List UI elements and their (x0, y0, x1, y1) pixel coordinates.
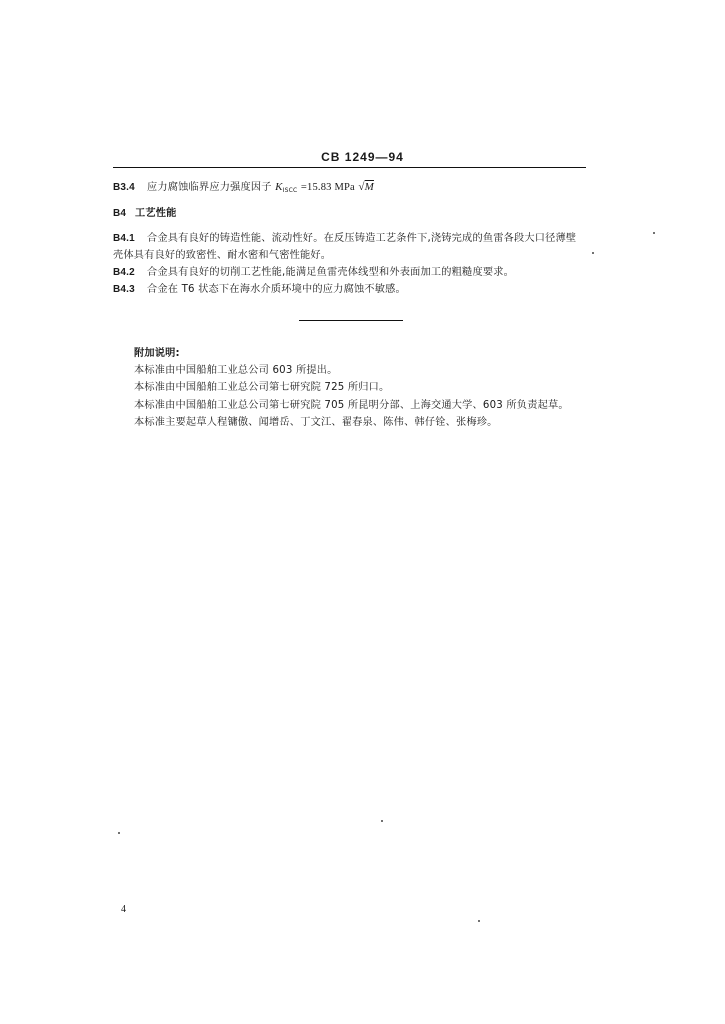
section-b4-heading (113, 207, 177, 221)
scan-speck (478, 920, 480, 922)
standard-code-header: CB 1249—94 (321, 150, 404, 164)
sqrt-sign: √ (358, 181, 365, 193)
formula-unit: M (364, 181, 374, 193)
end-of-text-rule (299, 320, 403, 321)
note-item: 本标准主要起草人程镛傲、闻增岳、丁文江、翟春泉、陈伟、韩仔铨、张梅珍。 (134, 417, 498, 428)
note-item: 本标准由中国船舶工业总公司第七研究院 705 所昆明分部、上海交通大学、603 所负责起草。 (134, 400, 569, 411)
section-number: B4 (113, 208, 127, 219)
clause-b3-4 (113, 180, 374, 198)
scan-speck (381, 820, 383, 822)
note-item: 本标准由中国船舶工业总公司第七研究院 725 所归口。 (134, 382, 390, 393)
clause-number: B3.4 (113, 182, 135, 193)
clause-number: B4.1 (113, 233, 135, 244)
header-divider (113, 167, 586, 168)
clause-text: 应力腐蚀临界应力强度因子 (147, 182, 272, 193)
scan-speck (592, 252, 594, 254)
formula-symbol: K (275, 181, 283, 193)
clause-b4-2 (113, 266, 514, 280)
clause-b4-3 (113, 283, 406, 297)
clause-b4-1 (113, 232, 576, 246)
clause-number: B4.2 (113, 267, 135, 278)
clause-b4-1-continuation: 壳体具有良好的致密性、耐水密和气密性能好。 (113, 250, 332, 261)
clause-text: 合金在 T6 状态下在海水介质环境中的应力腐蚀不敏感。 (147, 284, 406, 295)
clause-text-line1: 合金具有良好的铸造性能、流动性好。在反压铸造工艺条件下,浇铸完成的鱼雷各段大口径薄壁 (147, 233, 577, 244)
notes-title: 附加说明: (134, 348, 180, 359)
section-title: 工艺性能 (135, 208, 177, 219)
scan-speck (653, 232, 655, 234)
formula-value: =15.83 MPa (300, 182, 355, 193)
formula-subscript: ISCC (282, 187, 298, 194)
page-number: 4 (121, 904, 126, 915)
note-item: 本标准由中国船舶工业总公司 603 所提出。 (134, 365, 338, 376)
clause-number: B4.3 (113, 284, 135, 295)
clause-text: 合金具有良好的切削工艺性能,能满足鱼雷壳体线型和外表面加工的粗糙度要求。 (147, 267, 514, 278)
scan-speck (118, 832, 120, 834)
